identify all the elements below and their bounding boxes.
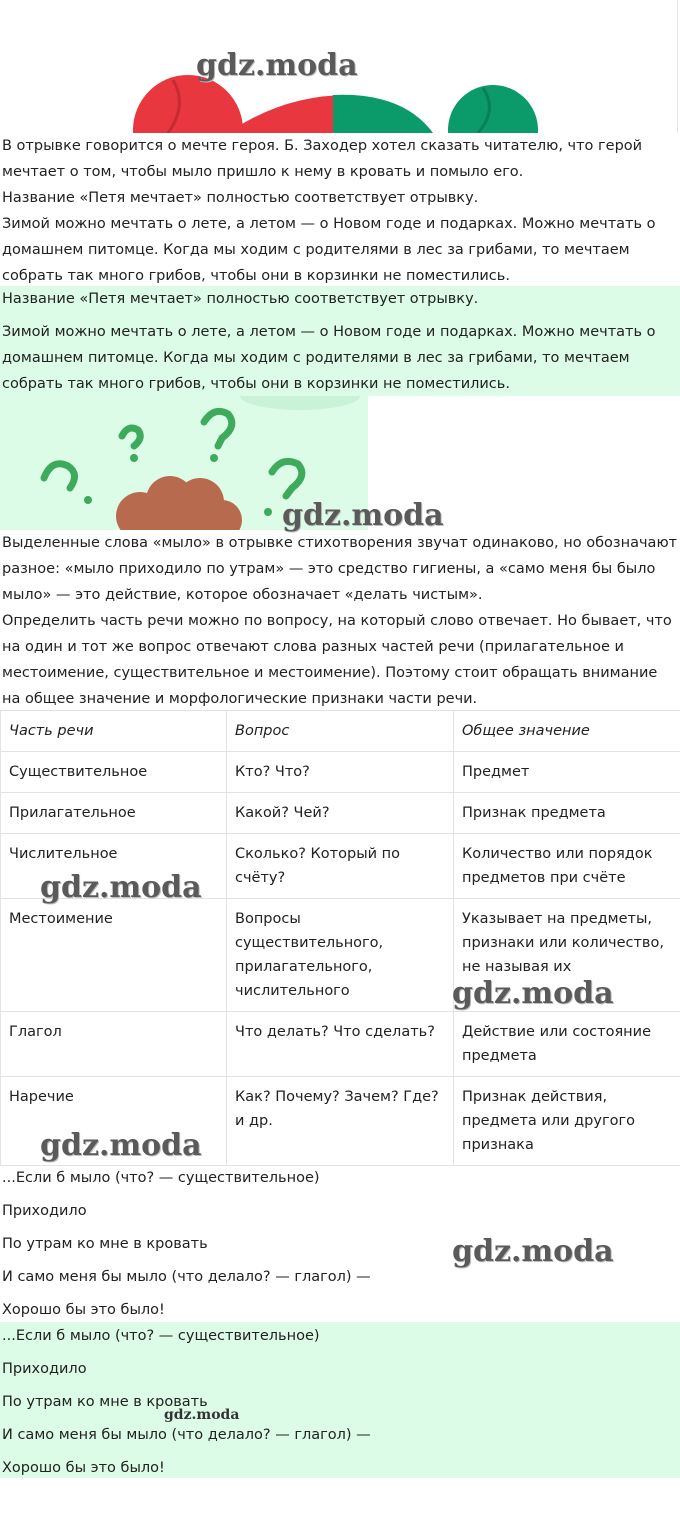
paragraph: Название «Петя мечтает» полностью соответствует отрывку. [2, 291, 479, 307]
watermark: gdz.moda [282, 498, 444, 533]
table-cell: Как? Почему? Зачем? Где? и др. [227, 1077, 454, 1166]
question-mark-icon [204, 411, 232, 446]
table-cell: Признак действия, предмета или другого признака [454, 1077, 680, 1166]
table-cell: Количество или порядок предметов при счёте [454, 834, 680, 899]
poem-line: По утрам ко мне в кровать [2, 1394, 208, 1410]
watermark: gdz.moda [164, 1407, 240, 1423]
table-row [1, 793, 680, 834]
hero-green-ball [448, 85, 538, 133]
paragraph: Название «Петя мечтает» полностью соответствует отрывку. [2, 190, 479, 206]
bg-blob [240, 396, 360, 410]
answer-block-2 [0, 286, 680, 396]
table-cell: Признак предмета [454, 793, 680, 834]
table-header-row [1, 711, 680, 752]
table-cell: Сколько? Который по счёту? [227, 834, 454, 899]
paragraph: Выделенные слова «мыло» в отрывке стихотворения звучат одинаково, но обозначают разное: «мыло приходило по утрам» — это средство гигиены, а «само меня бы было мыло» — это действие, которое обозначает «делать чистым». [2, 535, 678, 603]
answer-block-1 [0, 133, 680, 289]
watermark: gdz.moda [452, 976, 614, 1011]
table-cell: Указывает на предметы, признаки или количество, не называя их [454, 899, 680, 1012]
watermark: gdz.moda [452, 1234, 614, 1269]
poem-line: Хорошо бы это было! [2, 1460, 165, 1476]
table-cell: Что делать? Что сделать? [227, 1012, 454, 1077]
question-mark-icon [122, 428, 140, 446]
poem-line: По утрам ко мне в кровать [2, 1236, 208, 1252]
poem-block-highlighted [0, 1322, 680, 1478]
paragraph: Зимой можно мечтать о лете, а летом — о Новом годе и подарках. Можно мечтать о домашнем питомце. Когда мы ходим с родителями в лес за грибами, то мечтаем собрать так много грибов, чтобы они в корзинки не поместились. [2, 216, 656, 284]
table-cell: Наречие [1, 1077, 227, 1166]
paragraph: Определить часть речи можно по вопросу, на который слово отвечает. Но бывает, что на один и тот же вопрос отвечают слова разных частей речи (прилагательное и местоимение, существительное и местоимение). Поэтому стоит обращать внимание на общее значение и морфологические признаки части речи. [2, 613, 672, 707]
poem-line: Приходило [2, 1361, 87, 1377]
table-cell: Существительное [1, 752, 227, 793]
hero-red-ball [133, 75, 243, 133]
table-cell: Местоимение [1, 899, 227, 1012]
question-mark-icon [44, 464, 75, 488]
table-header-cell: Часть речи [1, 711, 227, 752]
answer-block-3 [0, 530, 680, 712]
table-row [1, 1012, 680, 1077]
table-header-cell: Вопрос [227, 711, 454, 752]
table-row [1, 752, 680, 793]
table-cell: Глагол [1, 1012, 227, 1077]
hero-border [677, 0, 678, 133]
table-cell: Прилагательное [1, 793, 227, 834]
table-cell: Предмет [454, 752, 680, 793]
poem-line: Хорошо бы это было! [2, 1302, 165, 1318]
brain-icon [116, 476, 242, 530]
paragraph: В отрывке говорится о мечте героя. Б. Заходер хотел сказать читателю, что герой мечтает о том, чтобы мыло пришло к нему в кровать и помыло его. [2, 138, 643, 180]
paragraph: Зимой можно мечтать о лете, а летом — о Новом годе и подарках. Можно мечтать о домашнем питомце. Когда мы ходим с родителями в лес за грибами, то мечтаем собрать так много грибов, чтобы они в корзинки не поместились. [2, 324, 656, 392]
table-header-cell: Общее значение [454, 711, 680, 752]
table-cell: Какой? Чей? [227, 793, 454, 834]
watermark: gdz.moda [196, 48, 358, 83]
poem-line: ...Если б мыло (что? — существительное) [2, 1170, 320, 1186]
table-cell: Кто? Что? [227, 752, 454, 793]
table-cell: Вопросы существительного, прилагательного, числительного [227, 899, 454, 1012]
watermark: gdz.moda [40, 1128, 202, 1163]
hero-green-arc [333, 95, 433, 133]
table-cell: Действие или состояние предмета [454, 1012, 680, 1077]
poem-line: ...Если б мыло (что? — существительное) [2, 1328, 320, 1344]
parts-of-speech-table [0, 710, 680, 1166]
hero-red-arc [228, 95, 348, 133]
poem-line: И само меня бы мыло (что делало? — глагол) — [2, 1427, 371, 1443]
poem-line: Приходило [2, 1203, 87, 1219]
watermark: gdz.moda [40, 870, 202, 905]
poem-line: И само меня бы мыло (что делало? — глагол) — [2, 1269, 371, 1285]
question-mark-icon [272, 461, 302, 496]
table-cell: Числительное [1, 834, 227, 899]
